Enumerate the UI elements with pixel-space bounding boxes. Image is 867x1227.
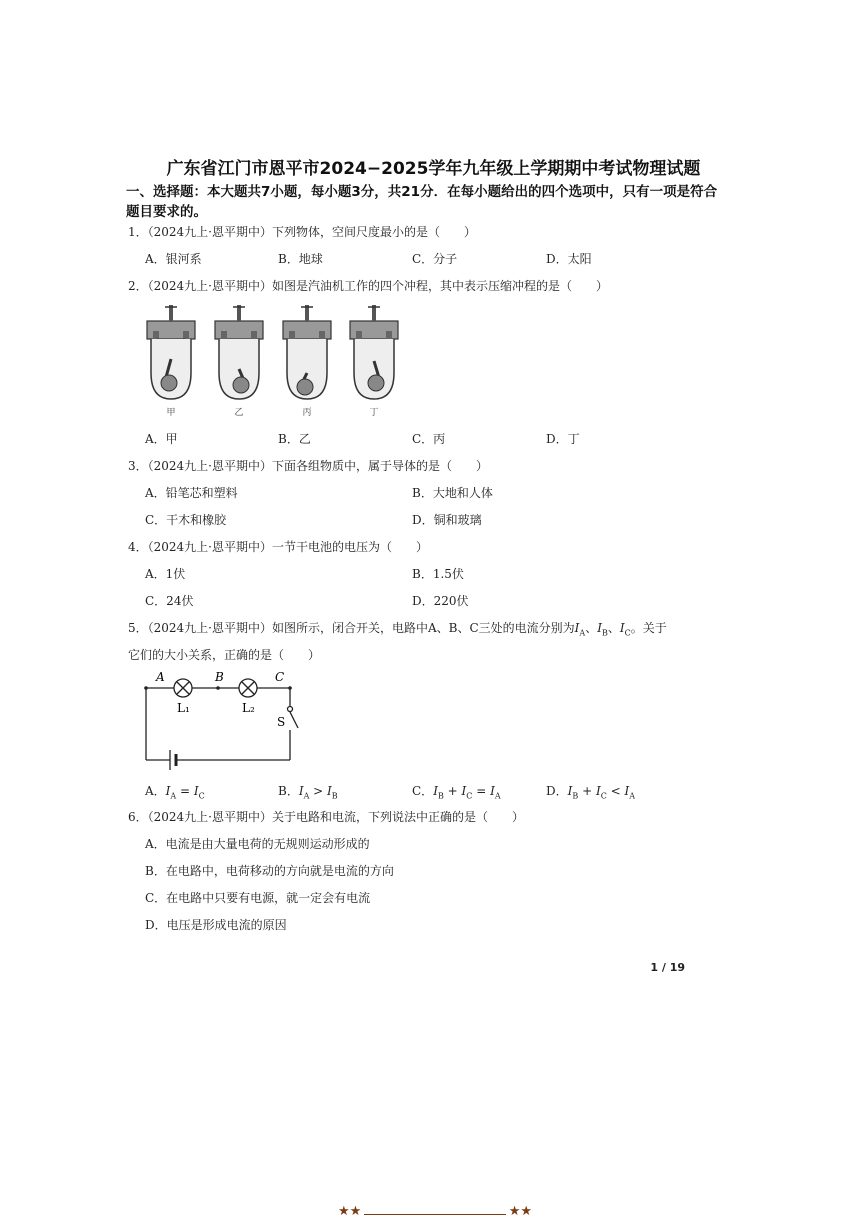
figure-label: 乙 xyxy=(234,408,244,418)
figure-label: 丙 xyxy=(302,408,312,418)
question-2: 2．（2024九上·恩平期中）如图是汽油机工作的四个冲程，其中表示压缩冲程的是（ ） xyxy=(128,279,609,293)
figure-label: 甲 xyxy=(166,408,176,418)
question-5-line2: 它们的大小关系，正确的是（ ） xyxy=(128,648,321,662)
circuit-diagram xyxy=(140,668,300,776)
circuit-label-s: S xyxy=(277,715,286,729)
option: A．银河系 xyxy=(145,252,202,266)
circuit-label-a: A xyxy=(156,670,165,684)
option: D．太阳 xyxy=(546,252,592,266)
option: A．1伏 xyxy=(145,567,186,581)
footer-ornament xyxy=(338,1204,532,1223)
option: C．24伏 xyxy=(145,594,194,608)
question-6: 6．（2024九上·恩平期中）关于电路和电流，下列说法中正确的是（ ） xyxy=(128,810,525,824)
question-5: 5．（2024九上·恩平期中）如图所示，闭合开关，电路中A、B、C三处的电流分别为$I_A$、$I_B$、$I_C$。关于 xyxy=(128,621,667,638)
option: D．丁 xyxy=(546,432,580,446)
option: A．甲 xyxy=(145,432,178,446)
circuit-label-l1: L₁ xyxy=(177,701,190,715)
engine-figure-jia xyxy=(143,303,199,403)
option: C．丙 xyxy=(412,432,446,446)
question-4: 4．（2024九上·恩平期中）一节干电池的电压为（ ） xyxy=(128,540,429,554)
question-3: 3．（2024九上·恩平期中）下面各组物质中，属于导体的是（ ） xyxy=(128,459,489,473)
document-title: 广东省江门市恩平市2024−2025学年九年级上学期期中考试物理试题 xyxy=(166,159,701,179)
option: A．电流是由大量电荷的无规则运动形成的 xyxy=(145,837,370,851)
option: C．分子 xyxy=(412,252,458,266)
option: B．在电路中，电荷移动的方向就是电流的方向 xyxy=(145,864,394,878)
option: B．$I_A > I_B$ xyxy=(278,784,338,801)
circuit-label-l2: L₂ xyxy=(242,701,255,715)
circuit-label-b: B xyxy=(215,670,224,684)
option: B．1.5伏 xyxy=(412,567,464,581)
option: C．在电路中只要有电源，就一定会有电流 xyxy=(145,891,371,905)
footer-divider xyxy=(364,1214,506,1215)
option: B．大地和人体 xyxy=(412,486,493,500)
section-heading: 一、选择题：本大题共7小题，每小题3分，共21分．在每小题给出的四个选项中，只有一项是符合题目要求的。 xyxy=(126,184,718,220)
engine-figure-bing xyxy=(279,303,335,403)
option: D．220伏 xyxy=(412,594,469,608)
circuit-label-c: C xyxy=(275,670,285,684)
option: C．$I_B + I_C = I_A$ xyxy=(412,784,501,801)
question-1: 1．（2024九上·恩平期中）下列物体，空间尺度最小的是（ ） xyxy=(128,225,477,239)
star-icon: ★★ xyxy=(338,1204,362,1219)
option: B．乙 xyxy=(278,432,311,446)
engine-figure-ding xyxy=(346,303,402,403)
option: B．地球 xyxy=(278,252,323,266)
star-icon: ★★ xyxy=(508,1204,532,1219)
option: A．铅笔芯和塑料 xyxy=(145,486,238,500)
option: D．电压是形成电流的原因 xyxy=(145,918,287,932)
option: A．$I_A = I_C$ xyxy=(145,784,205,801)
engine-figure-yi xyxy=(211,303,267,403)
page-number: 1 / 19 xyxy=(650,961,685,974)
figure-label: 丁 xyxy=(369,408,379,418)
option: D．$I_B + I_C < I_A$ xyxy=(546,784,636,801)
option: C．干木和橡胶 xyxy=(145,513,227,527)
option: D．铜和玻璃 xyxy=(412,513,482,527)
